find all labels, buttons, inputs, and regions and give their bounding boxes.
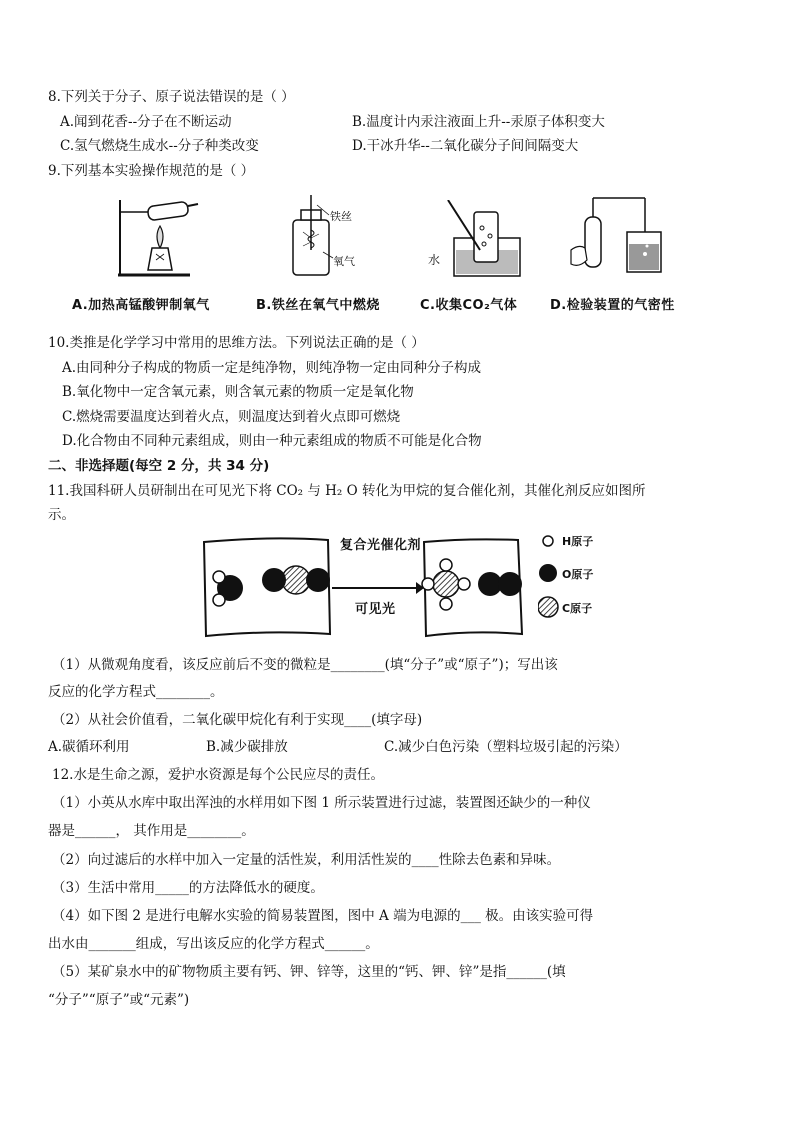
legend-h: H原子 <box>562 535 594 548</box>
q8-option-b: B.温度计内汞注液面上升--汞原子体积变大 <box>352 114 605 130</box>
q10-option-b: B.氧化物中一定含氧元素，则含氧元素的物质一定是氧化物 <box>62 384 414 400</box>
airtightness-figure <box>565 192 665 282</box>
q11-part1-line2: 反应的化学方程式________。 <box>48 684 224 700</box>
q9-caption-b: B.铁丝在氧气中燃烧 <box>256 298 380 313</box>
q12-part1-line1: （1）小英从水库中取出浑浊的水样用如下图 1 所示装置进行过滤，装置图还缺少的一种仪 <box>52 795 591 811</box>
heating-apparatus-figure <box>110 190 200 282</box>
q11-option-a: A.碳循环利用 <box>48 739 130 755</box>
section-heading: 二、非选择题(每空 2 分，共 34 分) <box>48 458 270 474</box>
q12-part1-line2: 器是______， 其作用是________。 <box>48 823 255 839</box>
collect-co2-figure <box>440 200 530 282</box>
q12-part3: （3）生活中常用_____的方法降低水的硬度。 <box>52 880 324 896</box>
q10-option-a: A.由同种分子构成的物质一定是纯净物，则纯净物一定由同种分子构成 <box>62 360 482 376</box>
q8-option-a: A.闻到花香--分子在不断运动 <box>60 114 232 130</box>
iron-wire-label: 铁丝 <box>330 210 352 223</box>
q8-stem: 8.下列关于分子、原子说法错误的是（ ） <box>48 89 295 105</box>
q10-option-d: D.化合物由不同种元素组成，则由一种元素组成的物质不可能是化合物 <box>62 433 482 449</box>
catalyst-label: 复合光催化剂 <box>340 538 422 553</box>
q12-part4-line2: 出水由_______组成，写出该反应的化学方程式______。 <box>48 936 379 952</box>
q12-part5-line1: （5）某矿泉水中的矿物物质主要有钙、钾、锌等，这里的“钙、钾、锌”是指______(填 <box>52 964 566 980</box>
q10-option-c: C.燃烧需要温度达到着火点，则温度达到着火点即可燃烧 <box>62 409 401 425</box>
legend-c: C原子 <box>562 602 593 615</box>
q11-option-b: B.减少碳排放 <box>206 739 288 755</box>
q11-part1-line1: （1）从微观角度看，该反应前后不变的微粒是________(填“分子”或“原子”)；写出该 <box>52 657 558 673</box>
h-atom-icon <box>543 536 553 546</box>
q9-stem: 9.下列基本实验操作规范的是（ ） <box>48 163 255 179</box>
q12-part5-line2: “分子”“原子”或“元素”) <box>48 992 190 1008</box>
q9-caption-c: C.收集CO₂气体 <box>420 298 518 313</box>
legend-o: O原子 <box>562 568 594 581</box>
o-atom-icon <box>539 564 557 582</box>
c-atom-icon <box>538 597 558 617</box>
q11-stem-line1: 11.我国科研人员研制出在可见光下将 CO₂ 与 H₂ O 转化为甲烷的复合催化剂，其催化剂反应如图所 <box>48 483 646 499</box>
q9-caption-d: D.检验装置的气密性 <box>550 298 675 313</box>
q11-option-c: C.减少白色污染（塑料垃圾引起的污染） <box>384 739 628 755</box>
legend-symbols <box>538 530 560 624</box>
q12-part2: （2）向过滤后的水样中加入一定量的活性炭，利用活性炭的____性除去色素和异味。 <box>52 852 561 868</box>
visible-light-label: 可见光 <box>355 602 396 617</box>
oxygen-label: 氧气 <box>333 255 355 268</box>
q11-stem-line2: 示。 <box>48 507 75 523</box>
water-label: 水 <box>428 253 441 267</box>
q8-option-d: D.干冰升华--二氧化碳分子间间隔变大 <box>352 138 579 154</box>
q10-stem: 10.类推是化学学习中常用的思维方法。下列说法正确的是（ ） <box>48 335 425 351</box>
q9-caption-a: A.加热高锰酸钾制氧气 <box>72 298 210 313</box>
q12-part4-line1: （4）如下图 2 是进行电解水实验的简易装置图，图中 A 端为电源的___ 极。由该实验可得 <box>52 908 594 924</box>
q8-option-c: C.氢气燃烧生成水--分子种类改变 <box>60 138 259 154</box>
q12-stem: 12.水是生命之源，爱护水资源是每个公民应尽的责任。 <box>52 767 384 783</box>
q11-part2: （2）从社会价值看，二氧化碳甲烷化有利于实现____(填字母) <box>52 712 423 728</box>
